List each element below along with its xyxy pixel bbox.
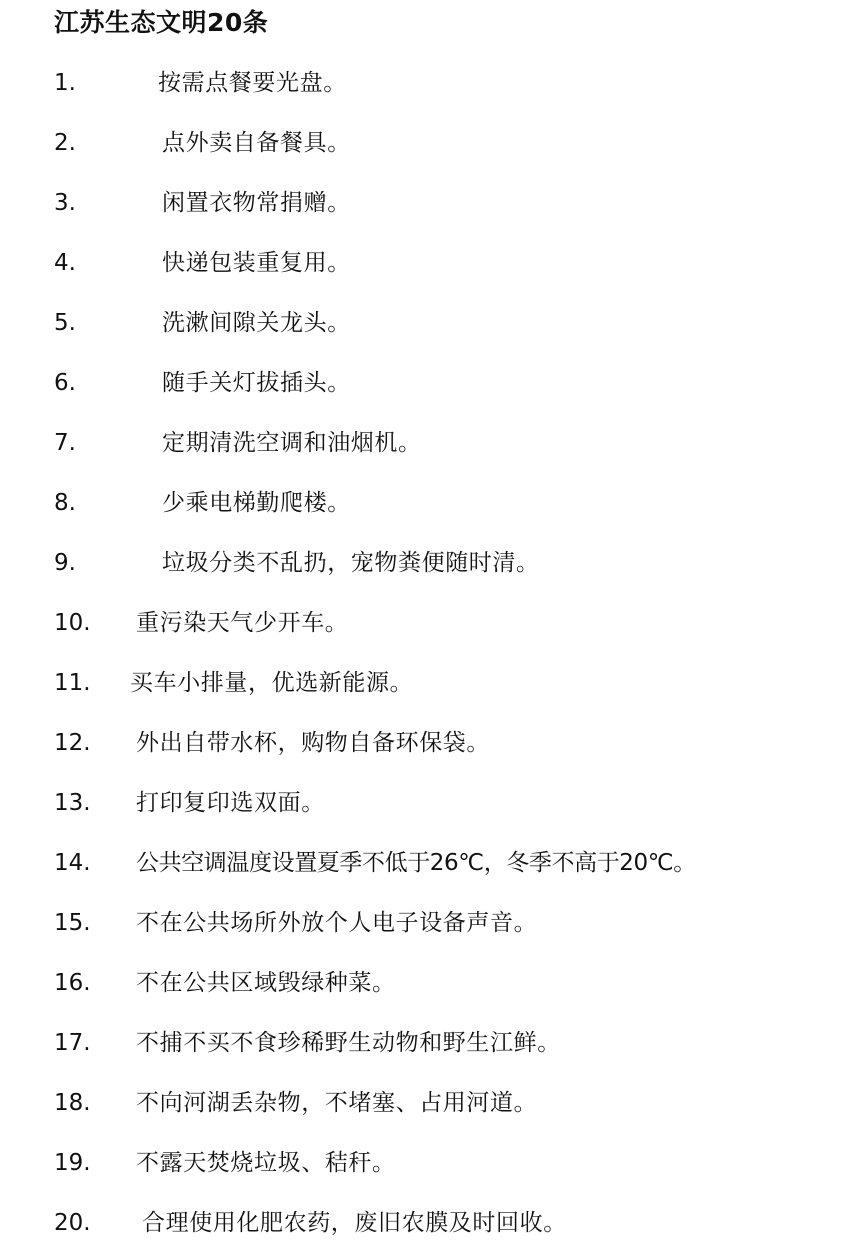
- item-text: 不在公共区域毁绿种菜。: [136, 970, 396, 996]
- list-item: [0, 903, 858, 943]
- item-text: 不在公共场所外放个人电子设备声音。: [136, 910, 538, 936]
- item-text: 买车小排量，优选新能源。: [130, 670, 414, 696]
- item-number: 4.: [54, 250, 76, 276]
- item-text: 不向河湖丢杂物，不堵塞、占用河道。: [136, 1090, 538, 1116]
- item-text: 重污染天气少开车。: [136, 610, 349, 636]
- item-text: 不露天焚烧垃圾、秸秆。: [136, 1150, 396, 1176]
- item-text: 公共空调温度设置夏季不低于26℃，冬季不高于20℃。: [136, 850, 696, 876]
- item-number: 16.: [54, 970, 91, 996]
- item-text: 洗漱间隙关龙头。: [162, 310, 351, 336]
- item-number: 2.: [54, 130, 76, 156]
- list-item: [0, 603, 858, 643]
- document-title: 江苏生态文明20条: [54, 8, 269, 37]
- list-item: [0, 1083, 858, 1123]
- item-text: 闲置衣物常捐赠。: [162, 190, 351, 216]
- list-item: [0, 303, 858, 343]
- list-item: [0, 243, 858, 283]
- item-number: 13.: [54, 790, 91, 816]
- item-text: 少乘电梯勤爬楼。: [162, 490, 351, 516]
- item-number: 17.: [54, 1030, 91, 1056]
- list-item: [0, 423, 858, 463]
- item-number: 9.: [54, 550, 76, 576]
- item-text: 合理使用化肥农药，废旧农膜及时回收。: [142, 1210, 567, 1236]
- list-item: [0, 543, 858, 583]
- item-number: 18.: [54, 1090, 91, 1116]
- item-text: 不捕不买不食珍稀野生动物和野生江鲜。: [136, 1030, 561, 1056]
- item-number: 12.: [54, 730, 91, 756]
- item-number: 7.: [54, 430, 76, 456]
- item-number: 8.: [54, 490, 76, 516]
- item-number: 20.: [54, 1210, 91, 1236]
- item-number: 14.: [54, 850, 91, 876]
- list-item: [0, 1023, 858, 1063]
- list-item: [0, 363, 858, 403]
- item-number: 6.: [54, 370, 76, 396]
- item-text: 点外卖自备餐具。: [162, 130, 351, 156]
- list-item: [0, 1143, 858, 1183]
- item-number: 15.: [54, 910, 91, 936]
- item-number: 1.: [54, 70, 76, 96]
- item-text: 按需点餐要光盘。: [158, 70, 347, 96]
- item-number: 19.: [54, 1150, 91, 1176]
- list-item: [0, 123, 858, 163]
- list-item: [0, 1203, 858, 1243]
- list-item: [0, 783, 858, 823]
- item-text: 定期清洗空调和油烟机。: [162, 430, 422, 456]
- list-item: [0, 963, 858, 1003]
- item-number: 3.: [54, 190, 76, 216]
- list-item: [0, 723, 858, 763]
- item-number: 11.: [54, 670, 91, 696]
- item-text: 快递包装重复用。: [162, 250, 351, 276]
- item-number: 5.: [54, 310, 76, 336]
- list-item: [0, 63, 858, 103]
- item-text: 垃圾分类不乱扔，宠物粪便随时清。: [162, 550, 540, 576]
- list-item: [0, 183, 858, 223]
- item-text: 外出自带水杯，购物自备环保袋。: [136, 730, 490, 756]
- item-text: 打印复印选双面。: [136, 790, 325, 816]
- item-text: 随手关灯拔插头。: [162, 370, 351, 396]
- list-item: [0, 663, 858, 703]
- list-item: [0, 843, 858, 883]
- list-item: [0, 483, 858, 523]
- item-number: 10.: [54, 610, 91, 636]
